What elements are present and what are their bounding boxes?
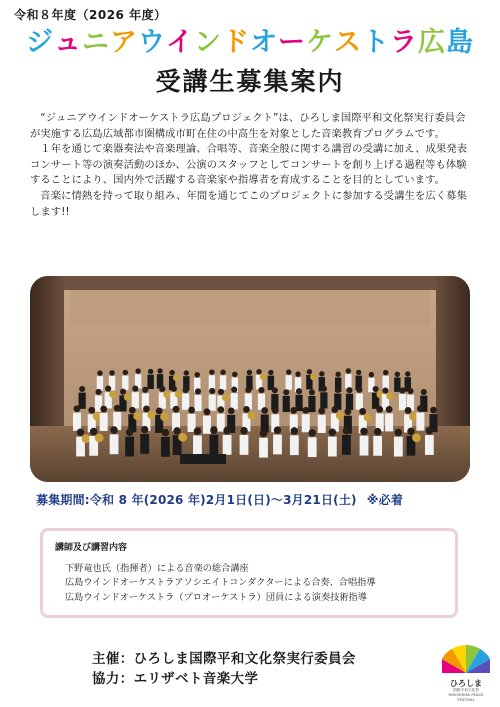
host-organizer: 主催：ひろしま国際平和文化祭実行委員会 [92, 652, 356, 667]
festival-logo-icon [442, 641, 490, 675]
brand-char: ト [362, 27, 390, 58]
intro-paragraph: 音楽に情熱を持って取り組み、年間を通じてこのプロジェクトに参加する受講生を広く募集します!! [30, 189, 467, 218]
brand-char: ュ [54, 27, 82, 58]
brand-char: ケ [306, 27, 334, 58]
lecture-item: 広島ウインドオーケストラ（プロオーケストラ）団員による演奏技術指導 [65, 591, 367, 603]
logo-subtext-en: HIROSHIMA PEACE FESTIVAL [448, 693, 484, 702]
festival-logo [442, 641, 490, 703]
brand-char: ウ [138, 27, 166, 58]
brand-char: 広 [418, 27, 446, 58]
orchestra-photo [30, 276, 470, 482]
brand-char: ニ [82, 27, 110, 58]
required-note: ※必着 [366, 493, 404, 507]
brand-char: ジ [26, 27, 54, 58]
brand-char: ラ [390, 27, 418, 58]
brand-title [0, 26, 500, 60]
intro-paragraph: １年を通じて楽器奏法や音楽理論、合唱等、音楽全般に関する講習の受講に加え、成果発表コンサート等の演奏活動のほか、公演のスタッフとしてコンサートを創り上げる過程等も体験することにより、国内外で活躍する音楽家や指導者を育成することを目的としています。 [30, 143, 468, 187]
logo-subtext: 国際平和文化祭 [453, 688, 479, 692]
logo-text: ひろしま [450, 679, 482, 688]
page-title: 受講生募集案内 [155, 67, 345, 96]
year-label: 令和８年度（2026 年度） [14, 8, 167, 22]
lecture-heading: 講師及び講習内容 [55, 543, 128, 553]
lecture-box [40, 528, 458, 618]
brand-char: ー [278, 27, 306, 58]
lecture-item: 広島ウインドオーケストラアソシエイトコンダクターによる合奏、合唱指導 [65, 577, 376, 589]
brand-char: イ [166, 27, 194, 58]
brand-char: ド [222, 27, 250, 58]
intro-paragraph: “ジュニアウインドオーケストラ広島プロジェクト”は、ひろしま国際平和文化祭実行委員会が実施する広島広域都市圏構成市町在住の中高生を対象とした音楽教育プログラムです。 [30, 112, 466, 140]
organizers [92, 650, 356, 690]
brand-char: オ [250, 27, 278, 58]
recruitment-period [36, 491, 403, 508]
brand-char: 島 [446, 27, 474, 58]
lecture-item: 下野竜也氏（指揮者）による音楽の総合講座 [65, 563, 249, 574]
intro-text [30, 111, 470, 220]
brand-char: ア [110, 27, 138, 58]
period-text: 募集期間:令和 8 年(2026 年)2月1日(日)～3月21日(土) [36, 493, 357, 507]
brand-char: ン [194, 27, 222, 58]
cooperation-organizer: 協力：エリザベト音楽大学 [92, 672, 259, 687]
brand-char: ス [334, 27, 362, 58]
